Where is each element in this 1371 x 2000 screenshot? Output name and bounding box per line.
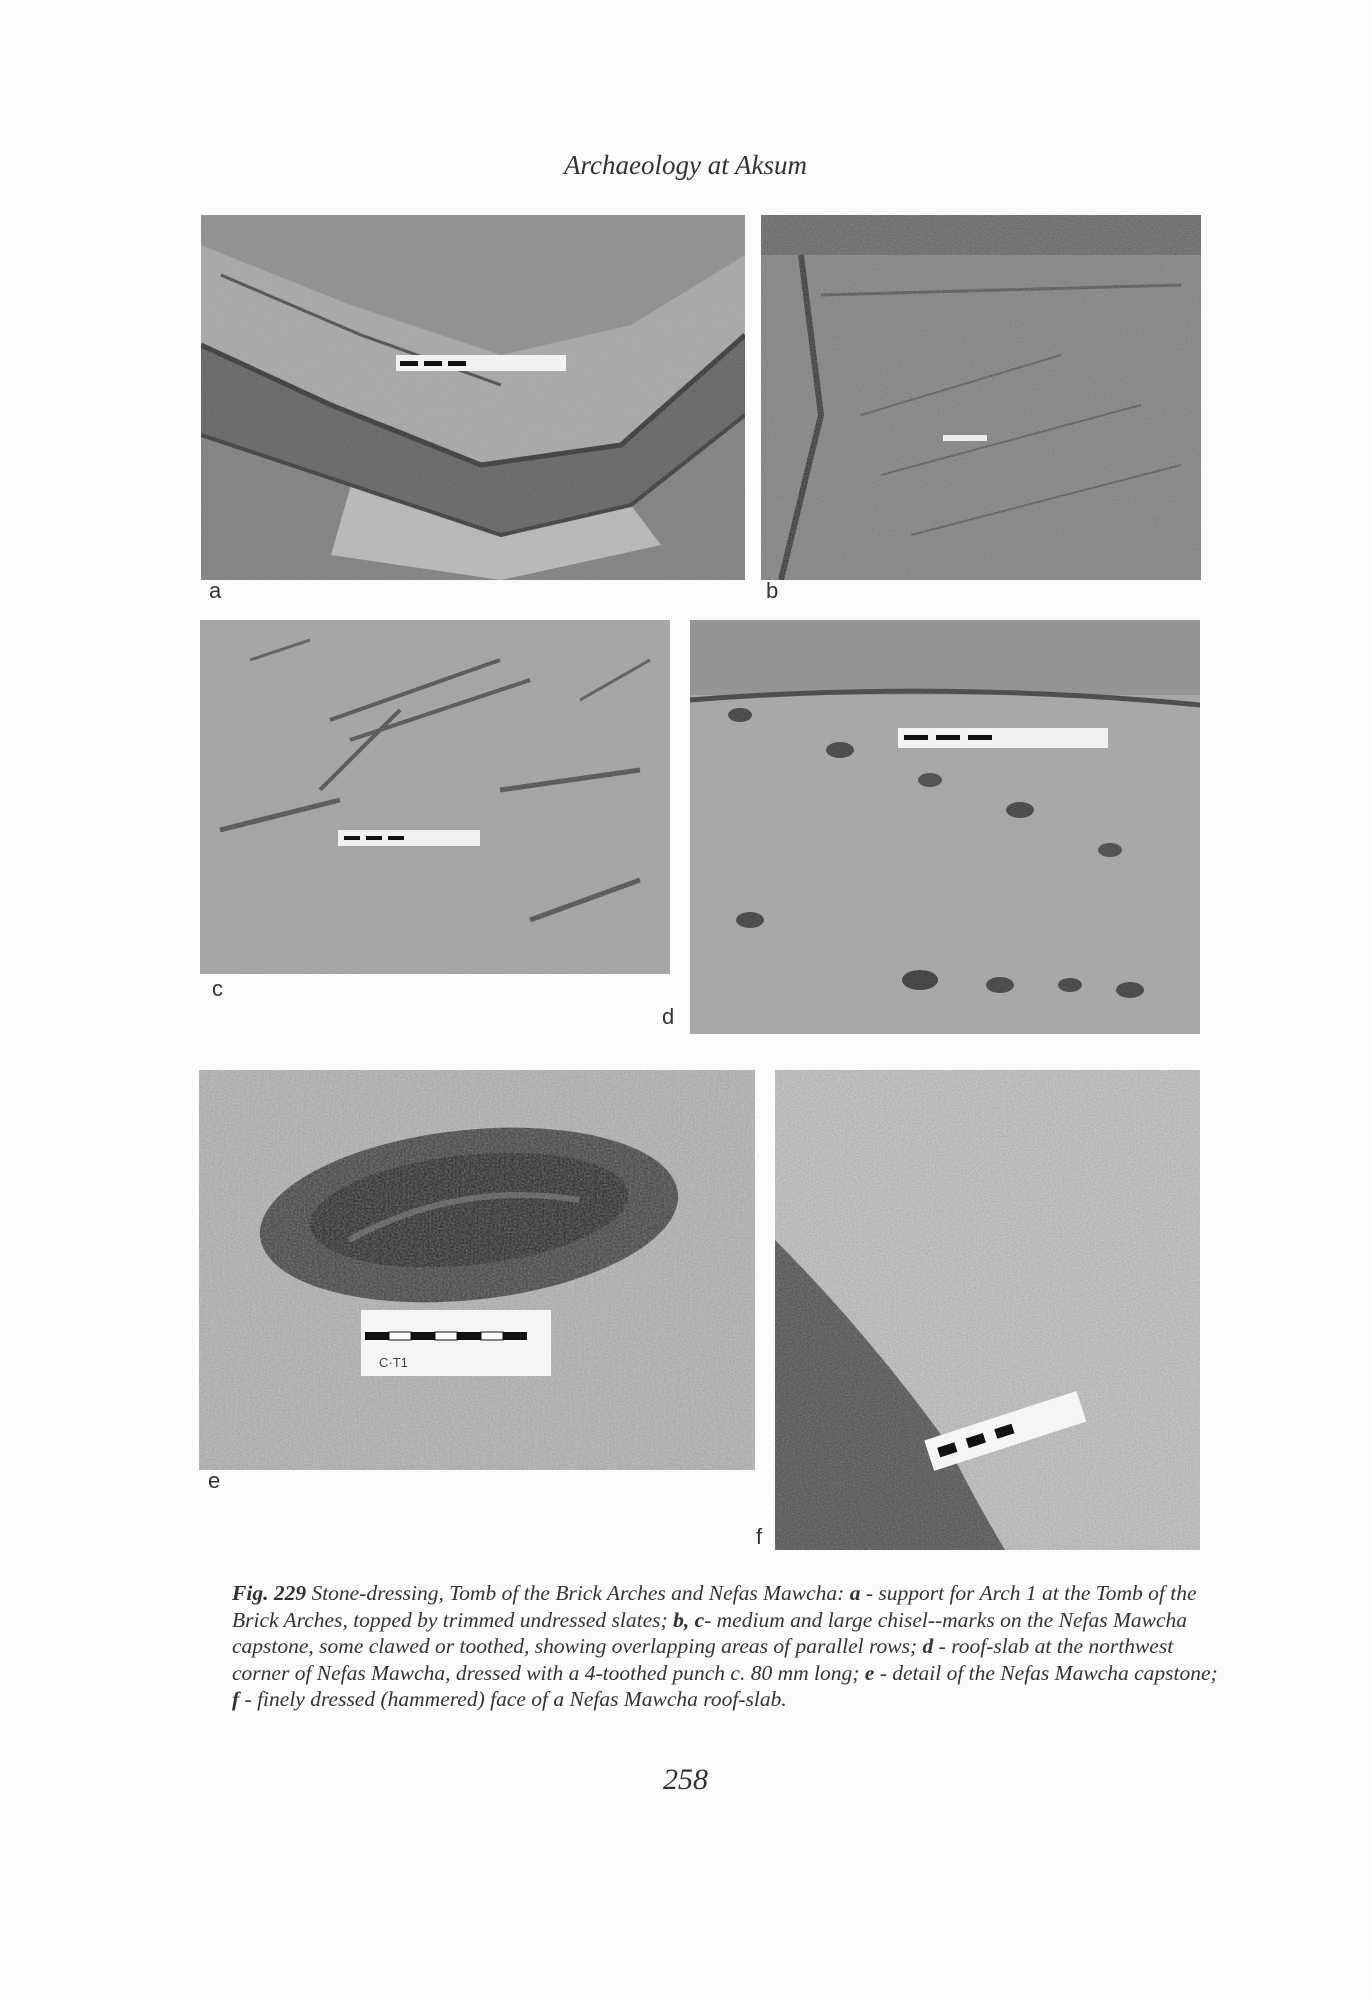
photo-panel-a — [201, 215, 745, 580]
photo-panel-d — [690, 620, 1200, 1034]
photo-panel-f — [775, 1070, 1200, 1550]
caption-key-e: e — [864, 1660, 875, 1685]
panel-label-b: b — [766, 578, 779, 603]
caption-key-bc: b, c — [673, 1607, 705, 1632]
photo-panel-b — [761, 215, 1201, 580]
panel-label-d: d — [662, 1004, 675, 1029]
panel-label-f: f — [756, 1524, 763, 1549]
caption-text-e: - detail of the Nefas Mawcha capstone; — [874, 1660, 1218, 1685]
caption-text-d: - roof-slab at the northwest corner of Nefas Mawcha, dressed with a 4-toothed punch c. 80 mm long; — [232, 1634, 1174, 1685]
photo-c-image — [200, 620, 670, 974]
photo-e-image — [199, 1070, 755, 1470]
panel-label-a: a — [209, 578, 222, 603]
caption-intro: Stone-dressing, Tomb of the Brick Arches and Nefas Mawcha: — [311, 1581, 850, 1605]
photo-panel-c — [200, 620, 670, 974]
caption-text-bc: - medium and large chisel--marks on the Nefas Mawcha capstone, some clawed or toothed, showing overlapping areas of parallel rows; — [232, 1607, 1187, 1658]
caption-text-a: - support for Arch 1 at the Tomb of the Brick Arches, topped by trimmed undressed slates; — [232, 1581, 1197, 1632]
photo-b-image — [761, 215, 1201, 580]
panel-label-e: e — [208, 1468, 221, 1493]
running-header: Archaeology at Aksum — [564, 150, 807, 180]
page-number: 258 — [663, 1763, 708, 1796]
photo-panel-e — [199, 1070, 755, 1470]
photo-a-image — [201, 215, 745, 580]
caption-key-d: d — [922, 1634, 934, 1658]
figure-number: Fig. 229 — [232, 1581, 307, 1605]
caption-key-a: a — [849, 1581, 861, 1605]
panel-label-c: c — [212, 976, 223, 1001]
caption-text-f: - finely dressed (hammered) face of a Nefas Mawcha roof-slab. — [239, 1687, 787, 1711]
figure-caption — [232, 1580, 1222, 1713]
scale-bar-label-e: C·T1 — [379, 1355, 408, 1370]
photo-d-image — [690, 620, 1200, 1034]
caption-key-f: f — [232, 1687, 240, 1711]
photo-f-image — [775, 1070, 1200, 1550]
